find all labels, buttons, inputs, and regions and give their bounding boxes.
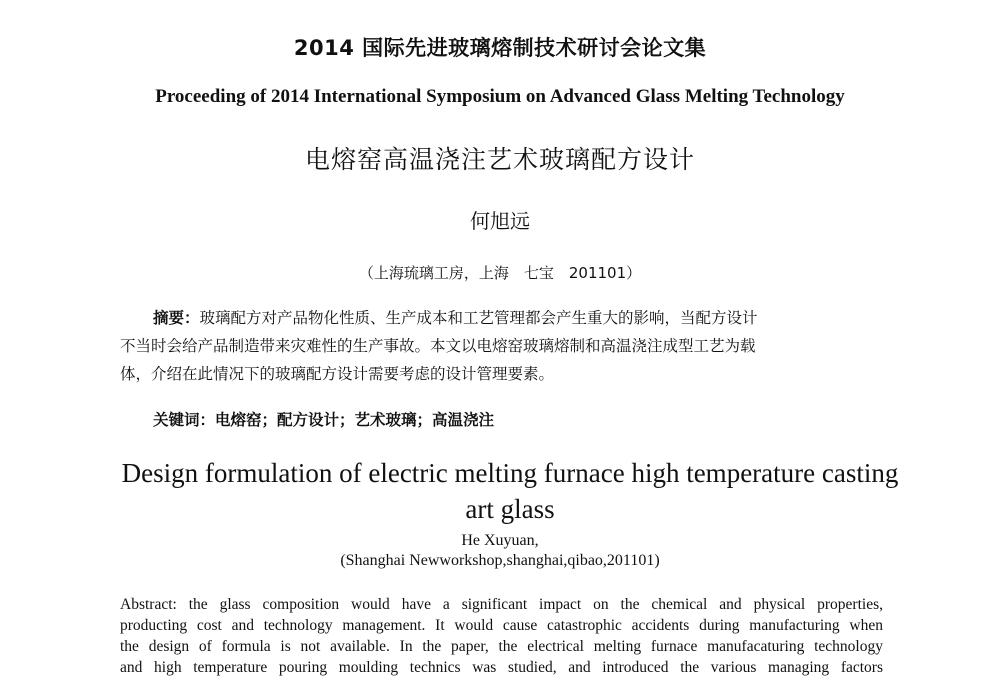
affiliation-en: (Shanghai Newworkshop,shanghai,qibao,201101) — [340, 552, 660, 569]
abstract-en-line: Abstract: the glass composition would have a significant impact on the chemical and physical properties, — [120, 596, 883, 613]
paper-title-cn: 电熔窑高温浇注艺术玻璃配方设计 — [304, 145, 695, 174]
abstract-en-line: the design of formula is not available. In the paper, the electrical melting furnace manufacaturing technology — [120, 638, 883, 655]
keywords-cn-label: 关键词： — [153, 411, 216, 429]
abstract-en — [120, 594, 883, 678]
keywords-cn-text: 电熔窑；配方设计；艺术玻璃；高温浇注 — [215, 411, 495, 429]
keywords-cn — [153, 408, 494, 430]
abstract-cn — [120, 304, 883, 388]
abstract-en-line: and high temperature pouring moulding technics was studied, and introduced the various managing factors — [120, 659, 883, 676]
paper-title-en: Design formulation of electric melting furnace high temperature casting art glass — [121, 458, 899, 524]
proceedings-title-en: Proceeding of 2014 International Symposium on Advanced Glass Melting Technology — [155, 86, 845, 107]
author-cn: 何旭远 — [470, 209, 530, 233]
abstract-cn-text: 玻璃配方对产品物化性质、生产成本和工艺管理都会产生重大的影响，当配方设计 — [199, 309, 758, 327]
proceedings-title-cn: 2014 国际先进玻璃熔制技术研讨会论文集 — [293, 36, 707, 60]
abstract-cn-label: 摘要： — [153, 309, 200, 327]
abstract-cn-line: 体，介绍在此情况下的玻璃配方设计需要考虑的设计管理要素。 — [120, 365, 555, 383]
affiliation-cn: （上海琉璃工房，上海 七宝 201101） — [358, 264, 642, 282]
author-en: He Xuyuan, — [461, 532, 539, 549]
abstract-en-line: producting cost and technology management. It would cause catastrophic accidents during manufacturing when — [120, 617, 883, 634]
abstract-cn-line: 不当时会给产品制造带来灾难性的生产事故。本文以电熔窑玻璃熔制和高温浇注成型工艺为载 — [120, 337, 756, 355]
abstract-cn-line — [120, 304, 883, 332]
